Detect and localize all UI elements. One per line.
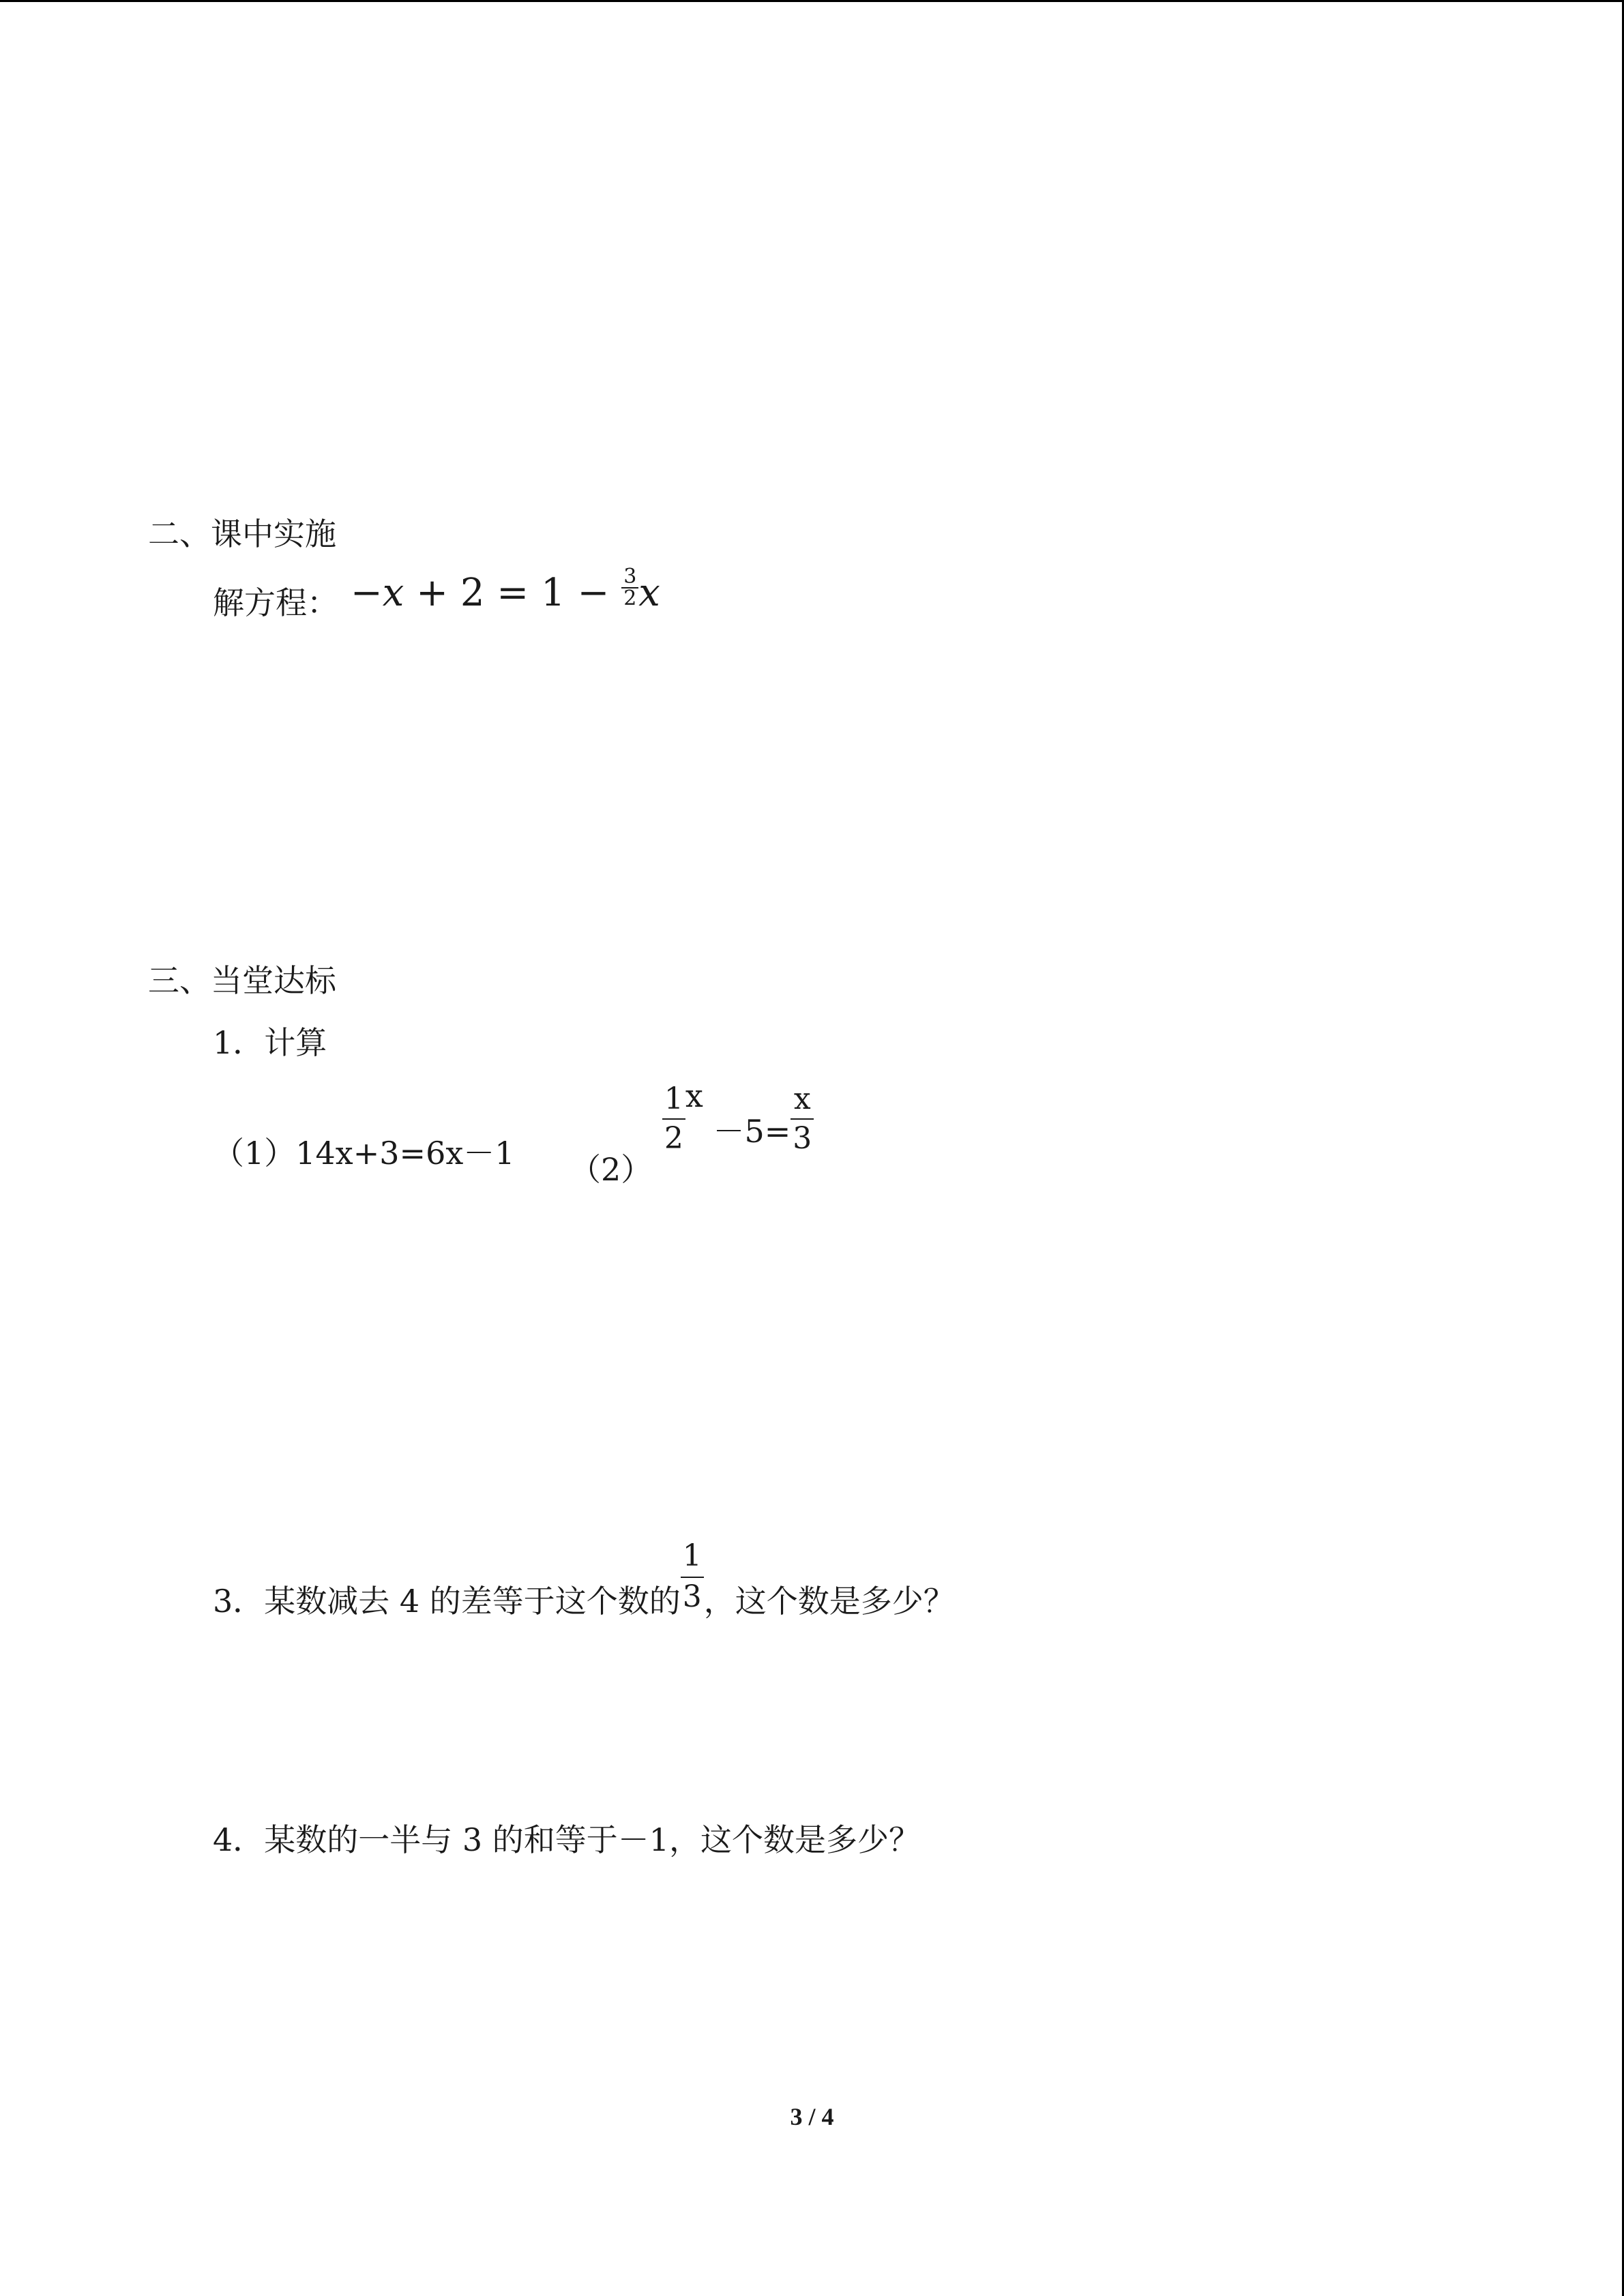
- part-2-label: （2）: [570, 1151, 653, 1188]
- fraction-numerator: 3: [621, 567, 638, 588]
- fraction-denominator: 2: [664, 1121, 683, 1156]
- question-1-title: 1．计算: [213, 1024, 327, 1061]
- fraction-numerator: 1: [681, 1541, 704, 1578]
- fraction-denominator: 3: [793, 1121, 812, 1156]
- question-3-text-before: 3．某数减去 4 的差等于这个数的: [213, 1583, 681, 1620]
- question-4: 4．某数的一半与 3 的和等于－1，这个数是多少？: [213, 1821, 921, 1858]
- question-1-part-1: （1）14x+3=6x－1: [213, 1135, 515, 1172]
- section-heading-2: 二、课中实施: [148, 516, 336, 552]
- equation: [338, 564, 660, 615]
- equation-variable: x: [382, 571, 404, 615]
- part-2-fraction-1: [662, 1084, 685, 1154]
- fraction-numerator: x: [791, 1084, 814, 1120]
- equation-middle: + 2 = 1 −: [416, 571, 610, 615]
- question-1-part-2: [570, 1077, 814, 1188]
- part-2-middle: －5=: [713, 1113, 791, 1150]
- fraction-numerator: 1: [662, 1084, 685, 1120]
- fraction-denominator: 2: [623, 586, 637, 610]
- fraction-denominator: 3: [682, 1579, 702, 1614]
- section-heading-3: 三、当堂达标: [148, 962, 336, 999]
- top-border: [0, 0, 1624, 2]
- equation-line: [213, 564, 660, 621]
- page-number: 3 / 4: [790, 2103, 834, 2130]
- equation-minus: −: [350, 571, 383, 615]
- equation-prompt: 解方程：: [213, 584, 338, 621]
- part-2-variable: x: [685, 1077, 703, 1114]
- part-2-fraction-2: [791, 1084, 814, 1154]
- equation-variable: x: [638, 571, 660, 615]
- question-3: [213, 1538, 955, 1639]
- question-3-text-after: ，这个数是多少？: [703, 1583, 955, 1620]
- question-3-fraction: [681, 1538, 704, 1614]
- equation-fraction: [621, 564, 638, 610]
